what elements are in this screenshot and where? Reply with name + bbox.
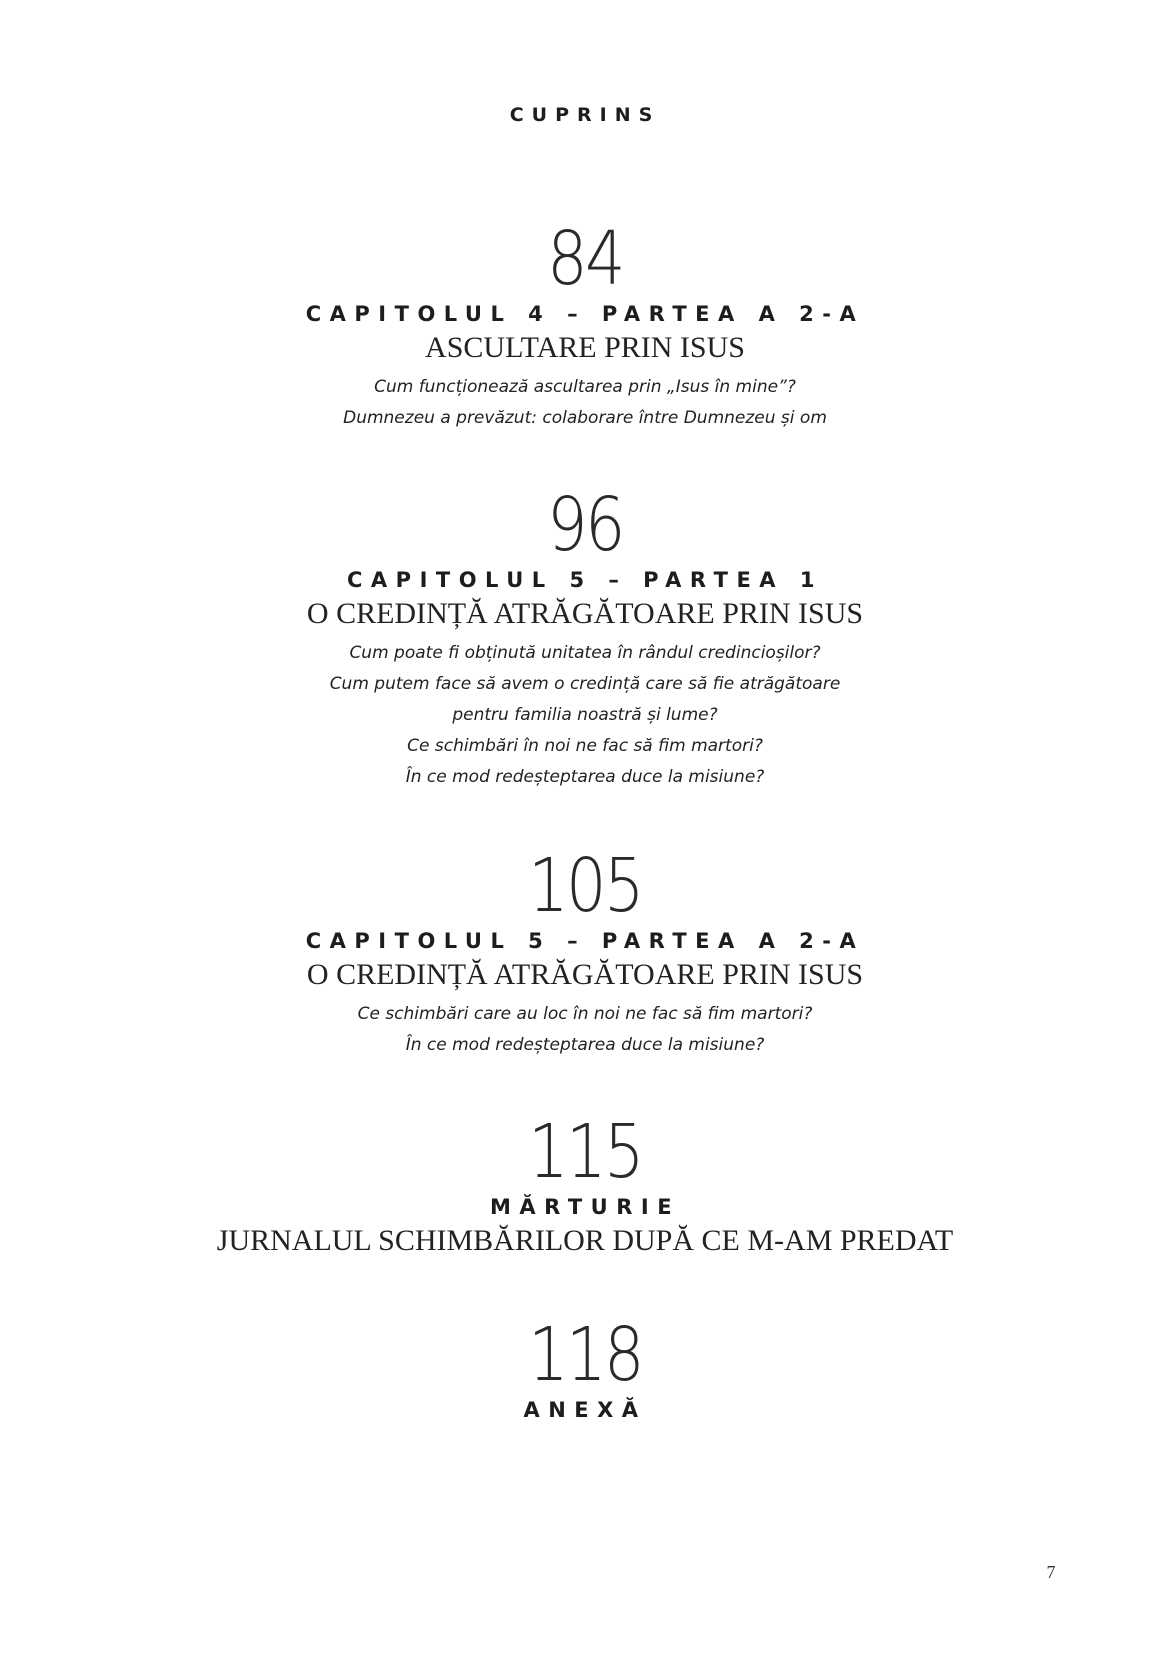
toc-subtitles: [0, 372, 1170, 434]
toc-entry: [0, 1109, 1170, 1259]
toc-subtitle-line: Cum poate fi obținută unitatea în rândul credincioșilor?: [349, 643, 821, 663]
toc-chapter-label: ANEXĂ: [523, 1398, 647, 1422]
toc-subtitle-line: Cum putem face să avem o credință care să fie atrăgătoare: [329, 674, 841, 694]
toc-subtitle-line: În ce mod redeșteptarea duce la misiune?: [405, 767, 765, 787]
page-title: CUPRINS: [509, 104, 661, 126]
toc-entry: [0, 482, 1170, 793]
toc-entry: [0, 216, 1170, 434]
toc-page-number: 118: [528, 1312, 642, 1398]
toc-entry: [0, 1312, 1170, 1425]
toc-subtitle-line: Cum funcționează ascultarea prin „Isus în mine”?: [374, 377, 796, 397]
toc-page-number: 115: [528, 1109, 642, 1195]
toc-chapter-label: CAPITOLUL 4 – PARTEA A 2-A: [305, 302, 865, 326]
toc-subtitles: [0, 999, 1170, 1061]
toc-chapter-label: CAPITOLUL 5 – PARTEA A 2-A: [305, 929, 865, 953]
toc-subtitle-line: Dumnezeu a prevăzut: colaborare între Dumnezeu și om: [343, 408, 827, 428]
toc-subtitle-line: Ce schimbări în noi ne fac să fim martori?: [407, 736, 763, 756]
page-number: 7: [1046, 1562, 1056, 1582]
toc-page-number: 84: [547, 216, 623, 302]
toc-chapter-label: CAPITOLUL 5 – PARTEA 1: [347, 568, 823, 592]
toc-entry: [0, 843, 1170, 1061]
toc-page-number: 96: [547, 482, 623, 568]
toc-chapter-title: JURNALUL SCHIMBĂRILOR DUPĂ CE M-AM PREDAT: [216, 1224, 954, 1257]
toc-chapter-title: ASCULTARE PRIN ISUS: [425, 331, 745, 364]
toc-subtitle-line: pentru familia noastră și lume?: [452, 705, 718, 725]
toc-subtitle-line: În ce mod redeșteptarea duce la misiune?: [405, 1035, 765, 1055]
toc-chapter-label: MĂRTURIE: [489, 1195, 681, 1219]
toc-page-number: 105: [528, 843, 642, 929]
toc-subtitles: [0, 638, 1170, 793]
toc-chapter-title: O CREDINȚĂ ATRĂGĂTOARE PRIN ISUS: [306, 597, 864, 630]
toc-chapter-title: O CREDINȚĂ ATRĂGĂTOARE PRIN ISUS: [306, 958, 864, 991]
toc-subtitle-line: Ce schimbări care au loc în noi ne fac să fim martori?: [357, 1004, 813, 1024]
